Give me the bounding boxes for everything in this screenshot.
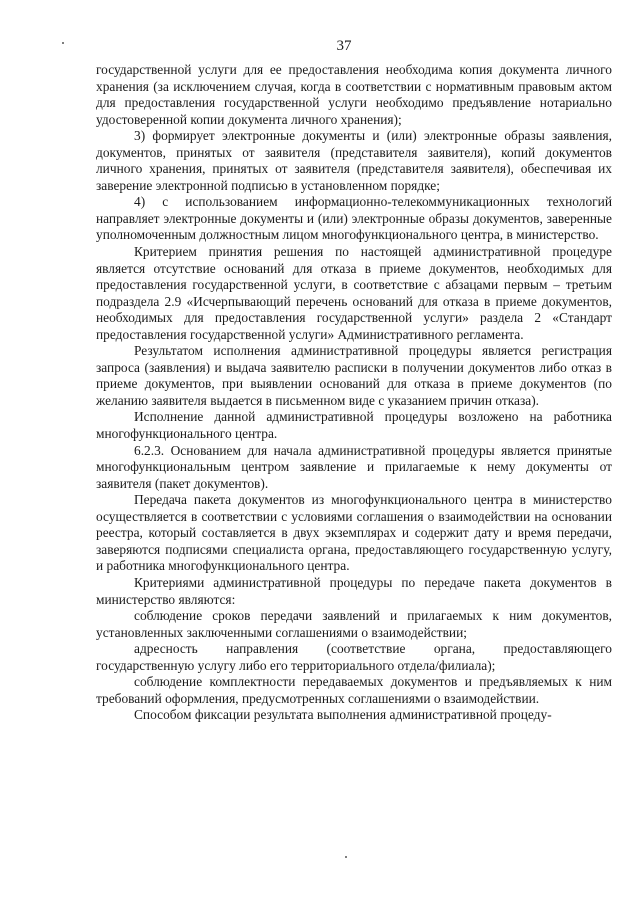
document-body [96,62,612,724]
paragraph: Передача пакета документов из многофункционального центра в министерство осуществляется в соответствии с условиями соглашения о взаимодействии на основании реестра, который составляется в двух экземплярах и содержит дату и время передачи, заверяются подписями специалиста органа, предоставляющего государственную услугу, и работника многофункционального центра. [96,492,612,574]
page-number: 37 [336,38,352,54]
paragraph: 6.2.3. Основанием для начала административной процедуры является принятые многофункциональным центром заявление и прилагаемые к нему документы от заявителя (пакет документов). [96,442,612,491]
paragraph: Результатом исполнения административной процедуры является регистрация запроса (заявления) и выдача заявителю расписки в получении документов либо отказ в приеме документов, при выявлении оснований для отказа в приеме документов (по желанию заявителя выдается в письменном виде с указанием причин отказа). [96,343,612,408]
paragraph: соблюдение комплектности передаваемых документов и предъявляемых к ним требований оформления, предусмотренных соглашениями о взаимодействии. [96,674,612,706]
paragraph: Исполнение данной административной процедуры возложено на работника многофункционального центра. [96,409,612,442]
paragraph: государственной услуги для ее предоставления необходима копия документа личного хранения (за исключением случая, когда в соответствии с нормативным правовым актом для предоставления государственной услуги необходимо предъявление нотариально удостоверенной копии документа личного хранения); [96,62,612,127]
paragraph: соблюдение сроков передачи заявлений и прилагаемых к ним документов, установленных заключенными соглашениями о взаимодействии; [96,608,612,640]
paragraph: 3) формирует электронные документы и (или) электронные образы заявления, документов, принятых от заявителя (представителя заявителя), копий документов личного хранения, принятых от заявителя (представителя заявителя), обеспечивая их заверение электронной подписью в установленном порядке; [96,128,612,193]
paragraph: Критерием принятия решения по настоящей административной процедуре является отсутствие оснований для отказа в приеме документов, необходимых для предоставления государственной услуги, в соответствие с абзацами первым – третьим подраздела 2.9 «Исчерпывающий перечень оснований для отказа в приеме документов, необходимых для предоставления государственной услуги» раздела 2 «Стандарт предоставления государственной услуги» Административного регламента. [96,244,612,342]
scan-speck [62,42,64,44]
paragraph: Способом фиксации результата выполнения административной процеду- [134,707,552,723]
scan-speck [345,856,347,858]
paragraph: 4) с использованием информационно-телекоммуникационных технологий направляет электронные документы и (или) электронные образы документов, заверенные уполномоченным должностным лицом многофункционального центра, в министерство. [96,194,612,243]
paragraph: Критериями административной процедуры по передаче пакета документов в министерство являются: [96,574,612,607]
paragraph: адресность направления (соответствие органа, предоставляющего государственную услугу либо его территориального отдела/филиала); [96,641,612,673]
